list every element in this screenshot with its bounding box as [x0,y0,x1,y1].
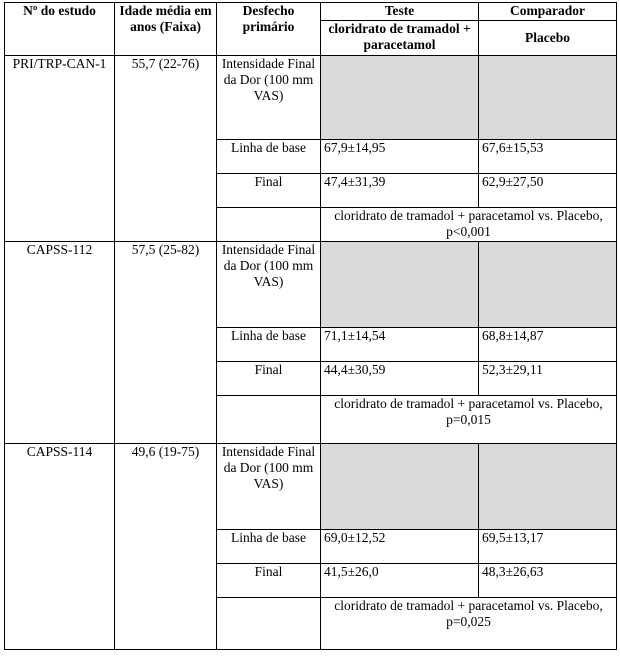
grey-cell [321,242,479,328]
empty-cell [217,598,321,650]
results-table [4,2,617,650]
baseline-comparator-value: 68,8±14,87 [479,328,617,362]
study-age: 57,5 (25-82) [115,242,217,444]
header-comparator-sub: Placebo [479,21,617,56]
final-comparator-value: 52,3±29,11 [479,362,617,396]
header-comparator: Comparador [479,3,617,21]
final-comparator-value: 62,9±27,50 [479,174,617,208]
study-outcome: Intensidade Final da Dor (100 mm VAS) [217,242,321,328]
baseline-comparator-value: 69,5±13,17 [479,530,617,564]
study-outcome: Intensidade Final da Dor (100 mm VAS) [217,56,321,140]
grey-cell [479,444,617,530]
study-result: cloridrato de tramadol + paracetamol vs. Placebo, p=0,015 [321,396,617,444]
header-test: Teste [321,3,479,21]
study-result: cloridrato de tramadol + paracetamol vs. Placebo, p<0,001 [321,208,617,242]
baseline-test-value: 67,9±14,95 [321,140,479,174]
final-label: Final [217,564,321,598]
study-age: 49,6 (19-75) [115,444,217,650]
grey-cell [479,242,617,328]
header-age: Idade média em anos (Faixa) [115,3,217,56]
baseline-test-value: 69,0±12,52 [321,530,479,564]
final-comparator-value: 48,3±26,63 [479,564,617,598]
study-name: CAPSS-114 [5,444,115,650]
header-outcome: Desfecho primário [217,3,321,56]
study-outcome: Intensidade Final da Dor (100 mm VAS) [217,444,321,530]
empty-cell [217,208,321,242]
grey-cell [479,56,617,140]
study-result: cloridrato de tramadol + paracetamol vs. Placebo, p=0,025 [321,598,617,650]
baseline-test-value: 71,1±14,54 [321,328,479,362]
final-label: Final [217,362,321,396]
table-row [5,444,617,530]
final-label: Final [217,174,321,208]
baseline-label: Linha de base [217,140,321,174]
final-test-value: 44,4±30,59 [321,362,479,396]
header-study: Nº do estudo [5,3,115,56]
header-test-sub: cloridrato de tramadol + paracetamol [321,21,479,56]
study-name: CAPSS-112 [5,242,115,444]
grey-cell [321,56,479,140]
table-row [5,56,617,140]
final-test-value: 41,5±26,0 [321,564,479,598]
baseline-label: Linha de base [217,530,321,564]
final-test-value: 47,4±31,39 [321,174,479,208]
grey-cell [321,444,479,530]
study-name: PRI/TRP-CAN-1 [5,56,115,242]
study-age: 55,7 (22-76) [115,56,217,242]
empty-cell [217,396,321,444]
baseline-comparator-value: 67,6±15,53 [479,140,617,174]
table-row [5,242,617,328]
baseline-label: Linha de base [217,328,321,362]
